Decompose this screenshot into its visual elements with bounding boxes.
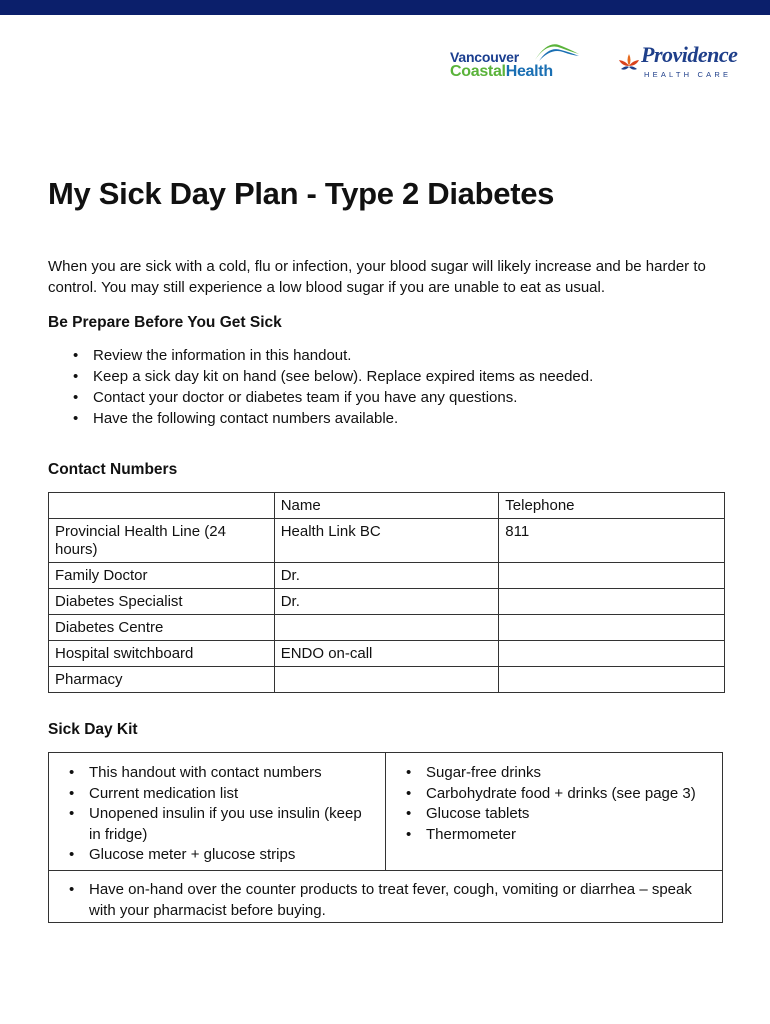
kit-bottom-list (69, 880, 709, 921)
page-title: My Sick Day Plan - Type 2 Diabetes (48, 176, 555, 211)
providence-logo-name: Providence (641, 42, 738, 67)
table-cell: ENDO on-call (274, 641, 499, 667)
list-item: • Current medication list (69, 784, 374, 805)
table-cell: Family Doctor (49, 563, 275, 589)
list-item: • Have the following contact numbers available. (73, 408, 733, 429)
table-cell (274, 667, 499, 693)
table-cell: Diabetes Specialist (49, 589, 275, 615)
table-row (49, 667, 725, 693)
table-row (49, 589, 725, 615)
sick-day-kit-heading: Sick Day Kit (48, 721, 138, 738)
table-header-cell: Telephone (499, 493, 725, 519)
table-cell: 811 (499, 519, 725, 563)
table-cell: Hospital switchboard (49, 641, 275, 667)
table-header-cell: Name (274, 493, 499, 519)
list-item: • Unopened insulin if you use insulin (keep in fridge) (69, 804, 374, 845)
contact-numbers-table (48, 492, 725, 693)
table-cell: Health Link BC (274, 519, 499, 563)
table-cell (499, 615, 725, 641)
vancouver-coastal-health-logo (448, 40, 583, 84)
table-cell: Provincial Health Line (24 hours) (49, 519, 275, 563)
table-header-cell (49, 493, 275, 519)
table-cell: Dr. (274, 589, 499, 615)
table-header-row (49, 493, 725, 519)
table-cell (499, 589, 725, 615)
top-banner-bar (0, 0, 770, 15)
table-cell (274, 615, 499, 641)
mountain-swoosh-icon (533, 40, 581, 62)
table-row (49, 519, 725, 563)
kit-left-list (69, 763, 374, 866)
sick-day-kit-box (48, 752, 723, 923)
table-cell: Diabetes Centre (49, 615, 275, 641)
kit-right-column (386, 753, 722, 870)
list-item: • Contact your doctor or diabetes team if you have any questions. (73, 387, 733, 408)
flower-icon (617, 52, 641, 74)
intro-paragraph: When you are sick with a cold, flu or infection, your blood sugar will likely increase and be harder to control. You may still experience a low blood sugar if you are unable to eat as usual. (48, 258, 706, 296)
table-row (49, 641, 725, 667)
table-cell (499, 563, 725, 589)
vch-logo-line1: Vancouver (450, 49, 520, 65)
list-item: • Glucose meter + glucose strips (69, 845, 374, 866)
list-item: • Glucose tablets (406, 804, 716, 825)
table-cell (499, 667, 725, 693)
table-cell (499, 641, 725, 667)
prepare-heading: Be Prepare Before You Get Sick (48, 314, 282, 331)
vch-logo-coastal: Coastal (450, 63, 506, 80)
kit-bottom-row (49, 870, 722, 922)
vch-logo-line2 (450, 63, 553, 81)
table-cell: Pharmacy (49, 667, 275, 693)
list-item: • Carbohydrate food + drinks (see page 3) (406, 784, 716, 805)
kit-right-list (406, 763, 716, 845)
vch-logo-health: Health (505, 63, 553, 80)
list-item: • Review the information in this handout. (73, 345, 733, 366)
kit-left-column (49, 753, 386, 870)
list-item: • Thermometer (406, 825, 716, 846)
table-row (49, 563, 725, 589)
prepare-list (73, 345, 733, 429)
table-row (49, 615, 725, 641)
list-item: • Sugar-free drinks (406, 763, 716, 784)
list-item: • This handout with contact numbers (69, 763, 374, 784)
providence-health-care-logo (617, 40, 738, 84)
providence-logo-subtitle: HEALTH CARE (644, 70, 732, 79)
list-item: • Have on-hand over the counter products to treat fever, cough, vomiting or diarrhea – speak with your pharmacist before buying. (69, 880, 709, 921)
list-item: • Keep a sick day kit on hand (see below). Replace expired items as needed. (73, 366, 733, 387)
contact-numbers-heading: Contact Numbers (48, 461, 178, 478)
table-cell: Dr. (274, 563, 499, 589)
